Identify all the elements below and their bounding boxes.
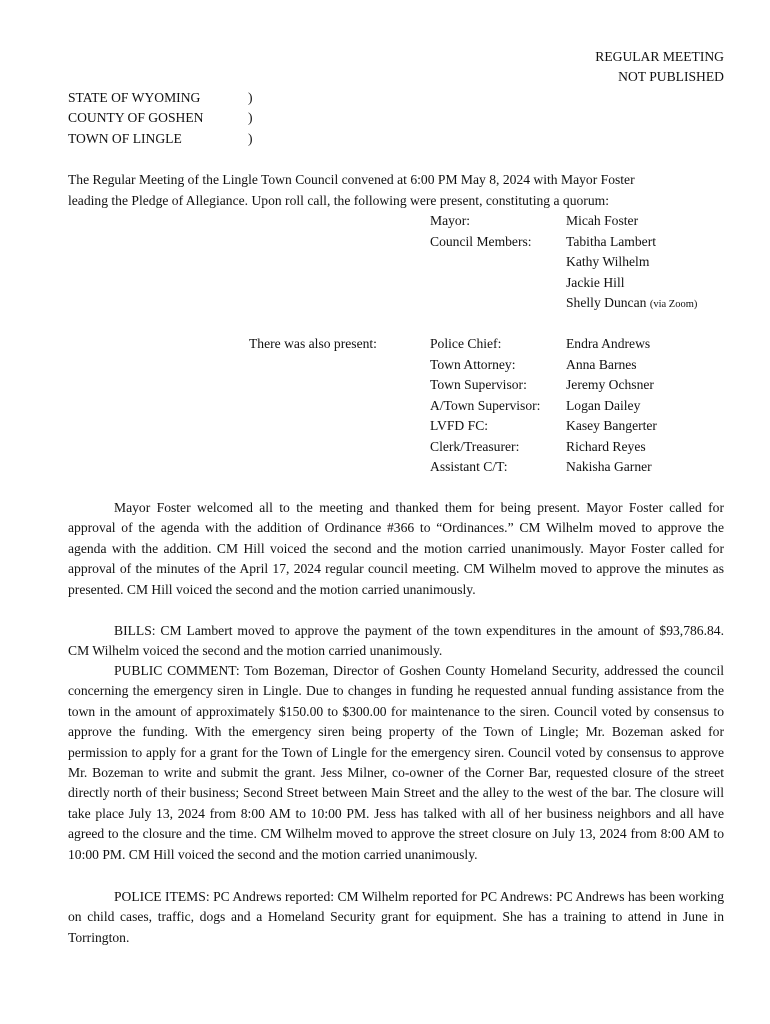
staff-name: Jeremy Ochsner	[566, 377, 654, 392]
jurisdiction-paren: )	[248, 110, 253, 125]
bills-paragraph: BILLS: CM Lambert moved to approve the payment of the town expenditures in the amount of $93,786.84. CM Wilhelm voiced the second and the motion carried unanimously.	[68, 623, 724, 659]
staff-role: LVFD FC:	[430, 418, 489, 433]
staff-role: Assistant C/T:	[430, 459, 508, 474]
staff-role: Police Chief:	[430, 336, 502, 351]
staff-role: Clerk/Treasurer:	[430, 439, 520, 454]
jurisdiction-paren: )	[248, 90, 253, 105]
jurisdiction-paren: )	[248, 131, 253, 146]
publication-status: NOT PUBLISHED	[618, 69, 724, 84]
also-present-label: There was also present:	[249, 336, 377, 351]
police-items-paragraph: POLICE ITEMS: PC Andrews reported: CM Wilhelm reported for PC Andrews: PC Andrews has been working on child cases, traffic, dogs and a Homeland Security grant for equipment. She has a training to attend in June in Torrington.	[68, 889, 724, 945]
mayor-label: Mayor:	[430, 213, 471, 228]
public-comment-paragraph: PUBLIC COMMENT: Tom Bozeman, Director of Goshen County Homeland Security, addressed the council concerning the emergency siren in Lingle. Due to changes in funding he requested annual funding assistance from the town in the amount of approximately $150.00 to $300.00 for maintenance to the siren. Council voted by consensus to approve the funding. With the emergency siren being property of the Town of Lingle; Mr. Bozeman asked for permission to apply for a grant for the Town of Lingle for the emergency siren. Council voted by consensus to approve Mr. Bozeman to write and submit the grant. Jess Milner, co-owner of the Corner Bar, requested closure of the street directly north of their business; Second Street between Main Street and the alley to the west of the bar. The closure will take place July 13, 2024 from 8:00 AM to 10:00 PM. Jess has talked with all of her business neighbors and all have agreed to the closure and the time. CM Wilhelm moved to approve the street closure on July 13, 2024 from 8:00 AM to 10:00 PM. CM Hill voiced the second and the motion carried unanimously.	[68, 663, 724, 862]
council-member-name: Kathy Wilhelm	[566, 254, 650, 269]
welcome-paragraph: Mayor Foster welcomed all to the meeting and thanked them for being present. Mayor Foster called for approval of the agenda with the addition of Ordinance #366 to “Ordinances.” CM Wilhelm moved to approve the agenda with the addition. CM Hill voiced the second and the motion carried unanimously. Mayor Foster called for approval of the minutes of the April 17, 2024 regular council meeting. CM Wilhelm moved to approve the minutes as presented. CM Hill voiced the second and the motion carried unanimously.	[68, 500, 724, 597]
council-member-name: Jackie Hill	[566, 275, 625, 290]
mayor-name: Micah Foster	[566, 213, 639, 228]
council-member-name: Tabitha Lambert	[566, 234, 657, 249]
intro-line-1: The Regular Meeting of the Lingle Town Council convened at 6:00 PM May 8, 2024 with Mayor Foster	[68, 172, 635, 187]
staff-role: Town Supervisor:	[430, 377, 527, 392]
staff-name: Nakisha Garner	[566, 459, 652, 474]
intro-line-2: leading the Pledge of Allegiance. Upon roll call, the following were present, constituting a quorum:	[68, 193, 609, 208]
meeting-type-heading: REGULAR MEETING	[595, 49, 724, 64]
staff-name: Logan Dailey	[566, 398, 641, 413]
staff-name: Richard Reyes	[566, 439, 646, 454]
council-members-label: Council Members:	[430, 234, 532, 249]
jurisdiction-town: TOWN OF LINGLE	[68, 131, 182, 146]
council-member-remote	[566, 293, 697, 315]
zoom-note: (via Zoom)	[649, 299, 698, 310]
staff-name: Kasey Bangerter	[566, 418, 657, 433]
staff-name: Anna Barnes	[566, 357, 637, 372]
staff-role: A/Town Supervisor:	[430, 398, 541, 413]
jurisdiction-county: COUNTY OF GOSHEN	[68, 110, 204, 125]
staff-role: Town Attorney:	[430, 357, 516, 372]
jurisdiction-state: STATE OF WYOMING	[68, 90, 201, 105]
council-member-name: Shelly Duncan	[566, 295, 647, 310]
staff-name: Endra Andrews	[566, 336, 651, 351]
